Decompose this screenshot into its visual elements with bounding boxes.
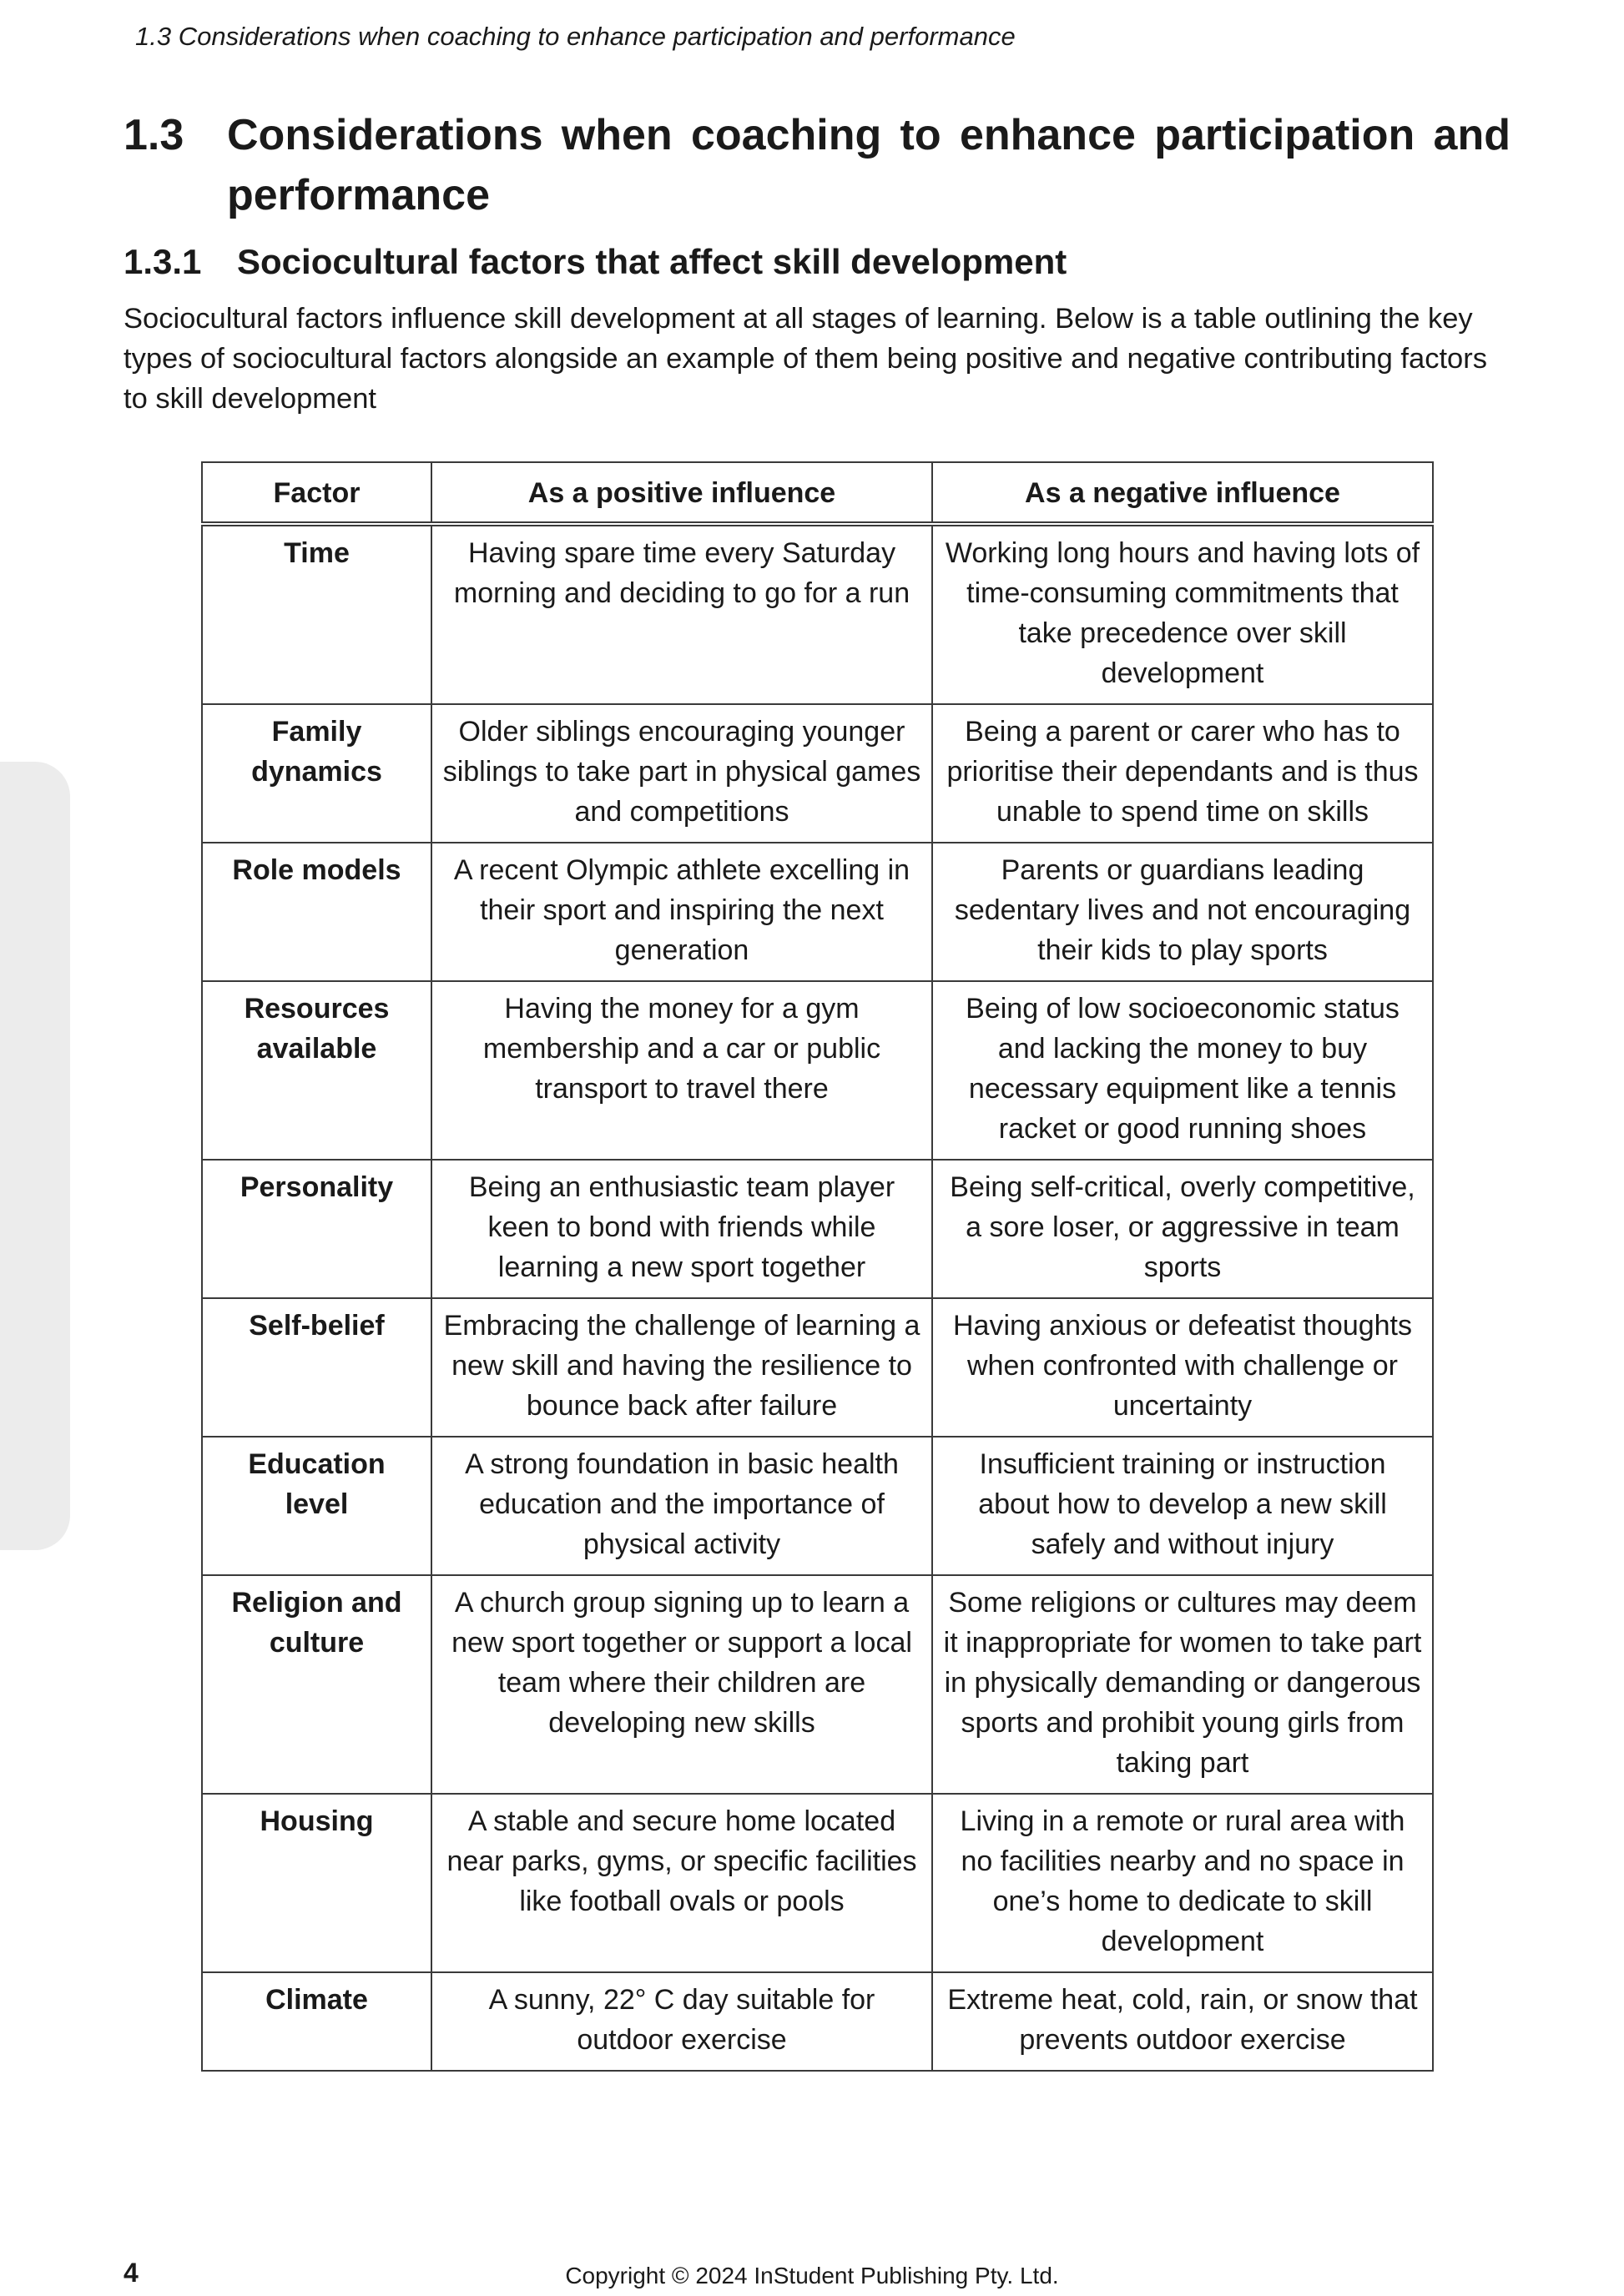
table-row bbox=[202, 1437, 1433, 1575]
positive-influence-cell: A recent Olympic athlete excelling in their sport and inspiring the next generation bbox=[431, 843, 932, 981]
running-head: 1.3 Considerations when coaching to enhance participation and performance bbox=[135, 22, 1016, 51]
factor-cell: Role models bbox=[202, 843, 431, 981]
table-row bbox=[202, 1298, 1433, 1437]
negative-influence-cell: Parents or guardians leading sedentary lives and not encouraging their kids to play sports bbox=[932, 843, 1433, 981]
section-title: Considerations when coaching to enhance participation and performance bbox=[227, 111, 1511, 219]
negative-influence-cell: Being of low socioeconomic status and lacking the money to buy necessary equipment like a tennis racket or good running shoes bbox=[932, 981, 1433, 1160]
negative-influence-cell: Having anxious or defeatist thoughts when confronted with challenge or uncertainty bbox=[932, 1298, 1433, 1437]
table-row bbox=[202, 1794, 1433, 1972]
factor-cell: Self-belief bbox=[202, 1298, 431, 1437]
table-row bbox=[202, 704, 1433, 843]
positive-influence-cell: A sunny, 22° C day suitable for outdoor exercise bbox=[431, 1972, 932, 2071]
negative-influence-cell: Living in a remote or rural area with no facilities nearby and no space in one’s home to dedicate to skill development bbox=[932, 1794, 1433, 1972]
factor-cell: Climate bbox=[202, 1972, 431, 2071]
negative-influence-cell: Being a parent or carer who has to prioritise their dependants and is thus unable to spend time on skills bbox=[932, 704, 1433, 843]
table-header-row bbox=[202, 462, 1433, 522]
table-row bbox=[202, 526, 1433, 704]
subsection-number: 1.3.1 bbox=[124, 242, 202, 281]
factor-cell: Personality bbox=[202, 1160, 431, 1298]
negative-influence-cell: Working long hours and having lots of time-consuming commitments that take precedence over skill development bbox=[932, 526, 1433, 704]
table-row bbox=[202, 843, 1433, 981]
table-row bbox=[202, 1972, 1433, 2071]
positive-influence-cell: Embracing the challenge of learning a new skill and having the resilience to bounce back after failure bbox=[431, 1298, 932, 1437]
positive-influence-cell: A strong foundation in basic health education and the importance of physical activity bbox=[431, 1437, 932, 1575]
positive-influence-cell: Having spare time every Saturday morning and deciding to go for a run bbox=[431, 526, 932, 704]
positive-influence-cell: A church group signing up to learn a new sport together or support a local team where their children are developing new skills bbox=[431, 1575, 932, 1794]
column-header-positive: As a positive influence bbox=[431, 462, 932, 522]
negative-influence-cell: Insufficient training or instruction about how to develop a new skill safely and without injury bbox=[932, 1437, 1433, 1575]
table-row bbox=[202, 981, 1433, 1160]
table-row bbox=[202, 1160, 1433, 1298]
page-number: 4 bbox=[124, 2258, 139, 2288]
column-header-negative: As a negative influence bbox=[932, 462, 1433, 522]
positive-influence-cell: Older siblings encouraging younger siblings to take part in physical games and competitions bbox=[431, 704, 932, 843]
intro-paragraph: Sociocultural factors influence skill development at all stages of learning. Below is a table outlining the key types of sociocultural factors alongside an example of them being positive and negative contributing factors to skill development bbox=[124, 303, 1487, 415]
factor-cell: Religion and culture bbox=[202, 1575, 431, 1794]
factor-cell: Housing bbox=[202, 1794, 431, 1972]
positive-influence-cell: A stable and secure home located near parks, gyms, or specific facilities like football ovals or pools bbox=[431, 1794, 932, 1972]
factor-cell: Education level bbox=[202, 1437, 431, 1575]
subsection-title: Sociocultural factors that affect skill development bbox=[237, 242, 1067, 281]
subsection-heading bbox=[124, 240, 1067, 284]
factor-cell: Resources available bbox=[202, 981, 431, 1160]
side-tab bbox=[0, 762, 70, 1550]
copyright-notice: Copyright © 2024 InStudent Publishing Pty. Ltd. bbox=[565, 2263, 1059, 2288]
negative-influence-cell: Extreme heat, cold, rain, or snow that prevents outdoor exercise bbox=[932, 1972, 1433, 2071]
sociocultural-factors-table bbox=[201, 461, 1434, 2072]
table-body bbox=[202, 522, 1433, 2071]
negative-influence-cell: Some religions or cultures may deem it inappropriate for women to take part in physically demanding or dangerous sports and prohibit young girls from taking part bbox=[932, 1575, 1433, 1794]
negative-influence-cell: Being self-critical, overly competitive, a sore loser, or aggressive in team sports bbox=[932, 1160, 1433, 1298]
factor-cell: Time bbox=[202, 526, 431, 704]
factor-cell: Family dynamics bbox=[202, 704, 431, 843]
table-row bbox=[202, 1575, 1433, 1794]
positive-influence-cell: Having the money for a gym membership and a car or public transport to travel there bbox=[431, 981, 932, 1160]
column-header-factor: Factor bbox=[202, 462, 431, 522]
section-heading bbox=[124, 105, 1511, 225]
positive-influence-cell: Being an enthusiastic team player keen to bond with friends while learning a new sport together bbox=[431, 1160, 932, 1298]
section-number: 1.3 bbox=[124, 111, 184, 159]
